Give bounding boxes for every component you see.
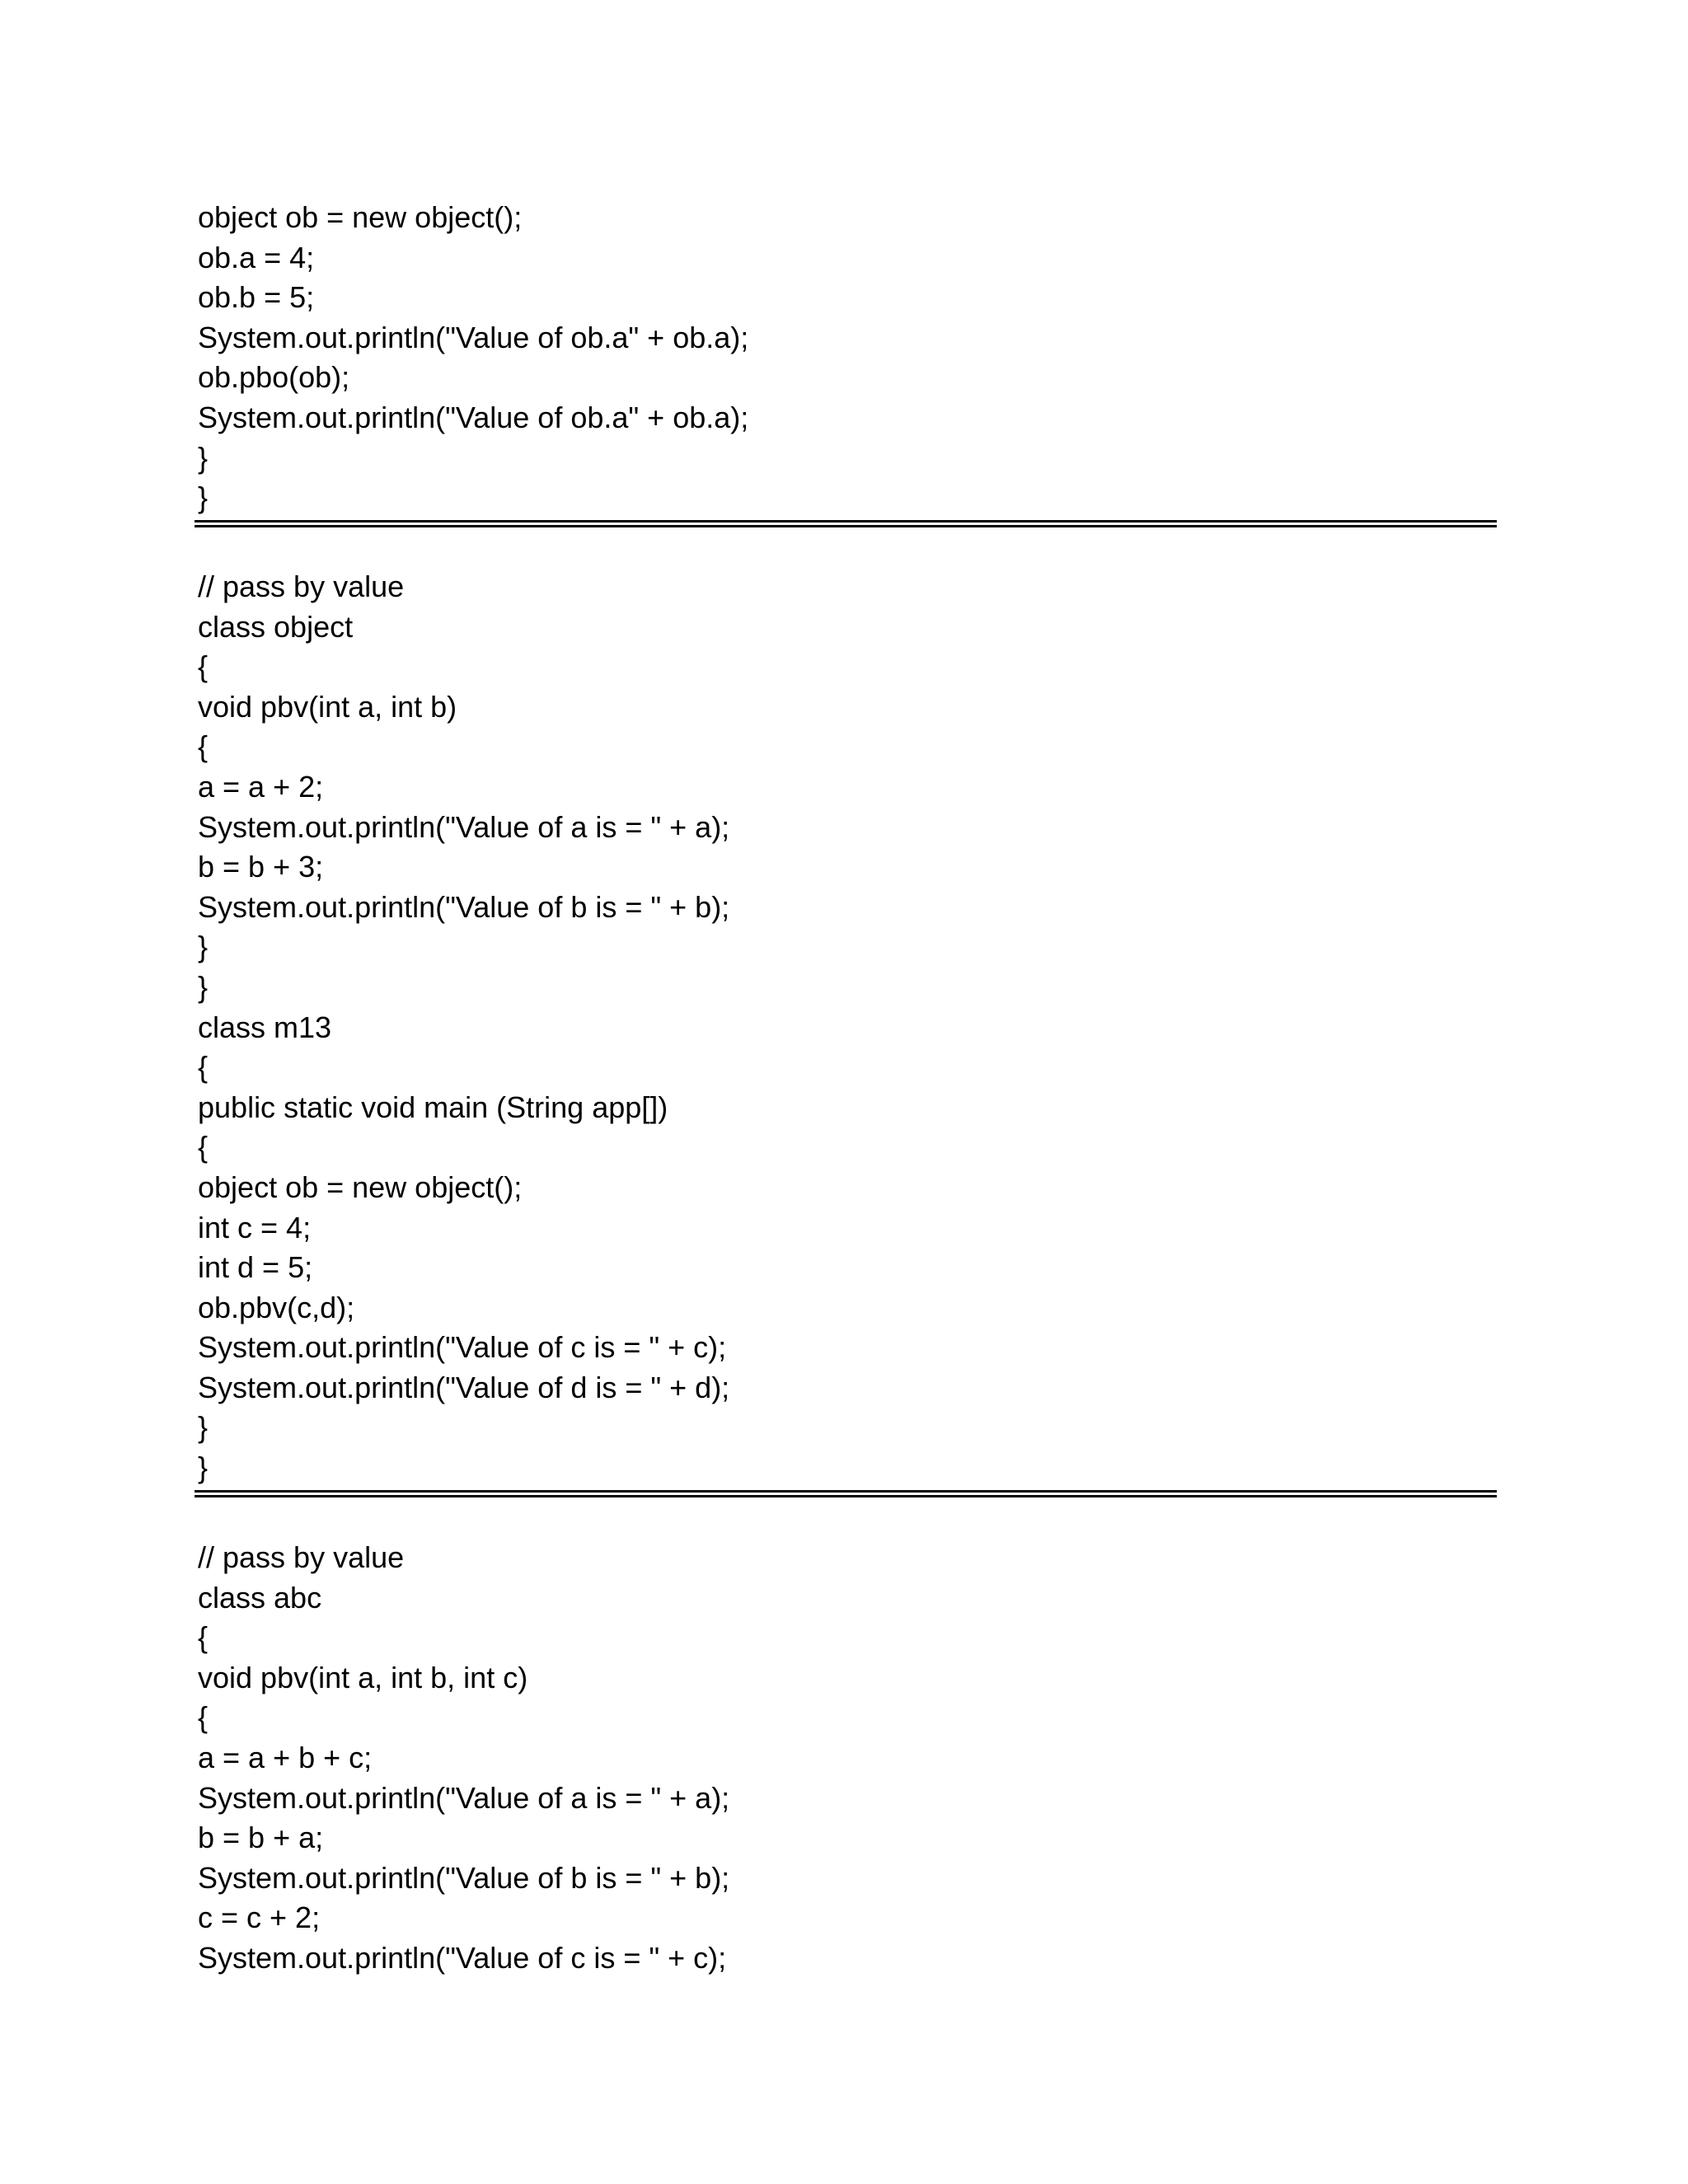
code-line: } (198, 969, 209, 1004)
code-block-2 (198, 567, 1484, 1488)
code-line: } (198, 440, 209, 475)
code-line: System.out.println("Value of a is = " + a); (198, 809, 730, 844)
code-comment: // pass by value (198, 569, 405, 603)
code-line: } (198, 1451, 209, 1485)
code-line: a = a + b + c; (198, 1740, 373, 1774)
code-comment: // pass by value (198, 1540, 405, 1574)
code-line: { (198, 1620, 209, 1655)
code-line: System.out.println("Value of d is = " + d); (198, 1370, 730, 1404)
code-line: void pbv(int a, int b) (198, 689, 457, 724)
code-line: void pbv(int a, int b, int c) (198, 1660, 528, 1694)
code-line: System.out.println("Value of ob.a" + ob.a); (198, 400, 749, 434)
code-block-3 (198, 1538, 1484, 1979)
code-line: { (198, 1050, 209, 1085)
code-line: class object (198, 609, 354, 644)
code-line: System.out.println("Value of c is = " + c); (198, 1940, 727, 1975)
code-line: System.out.println("Value of a is = " + a); (198, 1780, 730, 1815)
code-line: } (198, 930, 209, 964)
code-line: ob.pbv(c,d); (198, 1290, 355, 1324)
code-line: { (198, 1700, 209, 1735)
code-line: b = b + a; (198, 1821, 324, 1855)
code-line: } (198, 480, 209, 515)
code-line: public static void main (String app[]) (198, 1090, 668, 1124)
code-line: } (198, 1410, 209, 1445)
code-line: ob.pbo(ob); (198, 360, 350, 395)
double-rule-divider (195, 520, 1497, 527)
code-line: class abc (198, 1580, 322, 1615)
code-line: c = c + 2; (198, 1900, 321, 1935)
code-line: { (198, 729, 209, 764)
code-block-1 (198, 198, 1484, 518)
code-line: b = b + 3; (198, 850, 324, 884)
code-line: a = a + 2; (198, 769, 324, 804)
code-line: System.out.println("Value of c is = " + c); (198, 1330, 727, 1365)
code-line: { (198, 649, 209, 684)
code-line: { (198, 1130, 209, 1165)
code-line: ob.a = 4; (198, 240, 315, 274)
code-line: object ob = new object(); (198, 200, 523, 234)
double-rule-divider (195, 1490, 1497, 1497)
code-line: object ob = new object(); (198, 1169, 523, 1204)
code-line: ob.b = 5; (198, 280, 315, 315)
code-line: int c = 4; (198, 1210, 312, 1244)
code-line: int d = 5; (198, 1250, 313, 1285)
code-line: class m13 (198, 1010, 332, 1044)
code-line: System.out.println("Value of b is = " + b); (198, 889, 730, 924)
code-line: System.out.println("Value of ob.a" + ob.a); (198, 320, 749, 354)
code-line: System.out.println("Value of b is = " + b); (198, 1860, 730, 1895)
